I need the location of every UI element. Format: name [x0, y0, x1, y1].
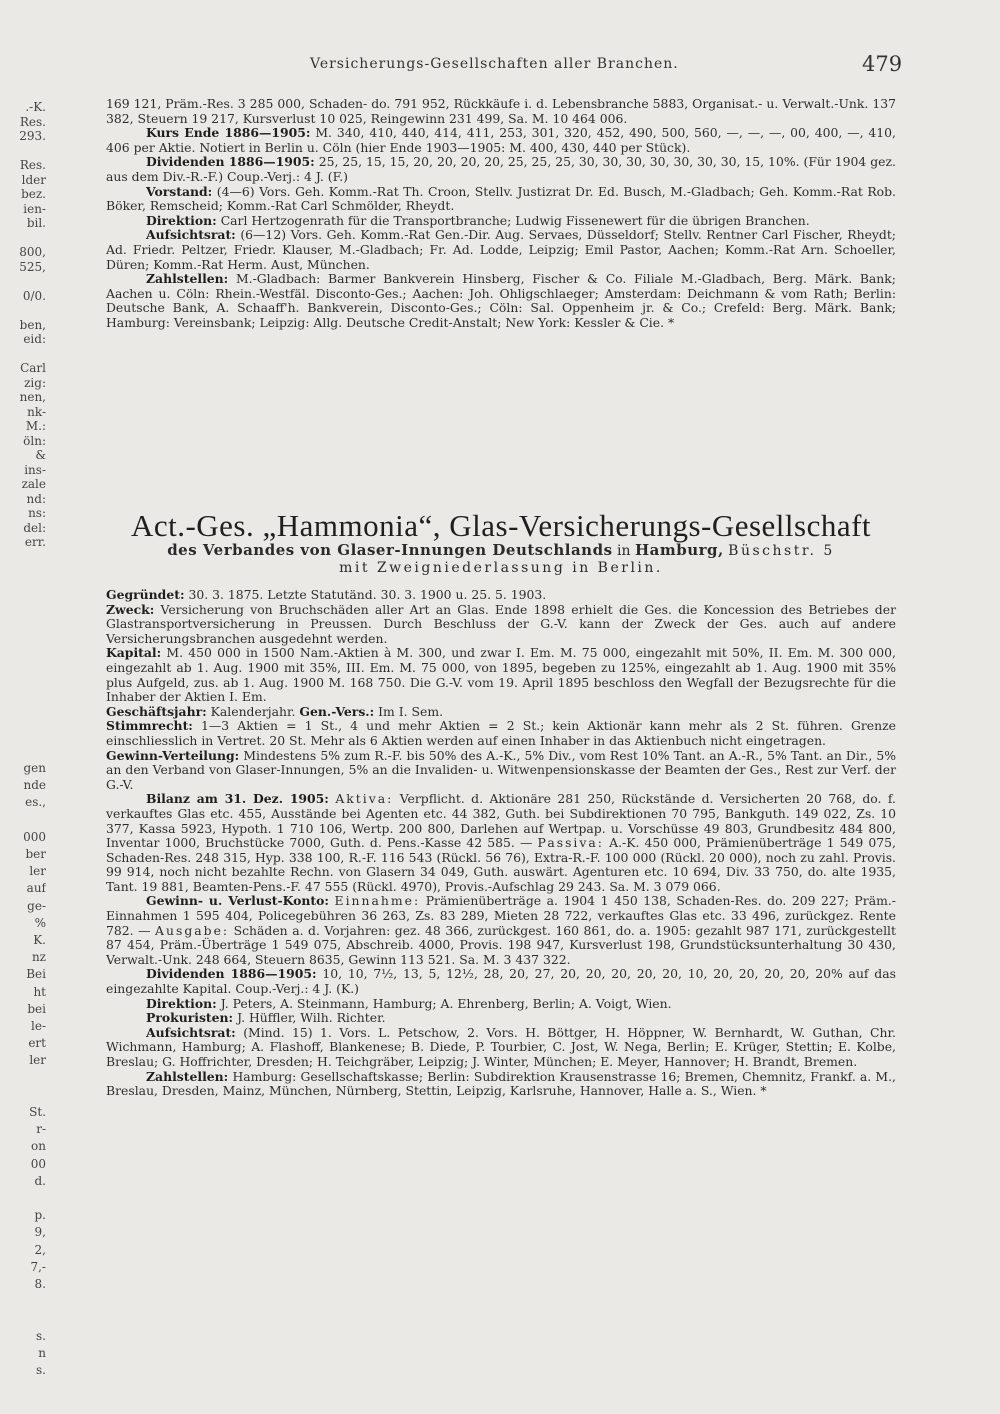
subtitle-address: Büschstr. 5	[728, 543, 835, 559]
margin-fragment: r-	[36, 1122, 46, 1137]
margin-fragment: Res.	[19, 114, 46, 129]
subtitle-association: des Verbandes von Glaser-Innungen Deutschlands	[167, 541, 613, 559]
margin-fragment: on	[31, 1139, 46, 1154]
margin-fragment: bei	[27, 1001, 46, 1016]
subtitle-branch: mit Zweigniederlassung in Berlin.	[339, 560, 663, 576]
margin-fragment: es.,	[25, 795, 46, 810]
margin-fragment: 000	[23, 829, 46, 844]
margin-fragment: öln:	[23, 433, 46, 448]
margin-fragment: 2,	[34, 1242, 46, 1257]
margin-fragment	[0, 1293, 46, 1310]
margin-fragment: nen,	[19, 390, 46, 404]
margin-fragment: ben,	[19, 317, 46, 332]
margin-fragment	[0, 274, 46, 289]
margin-fragment: p.	[34, 1208, 46, 1223]
margin-fragment: 293.	[19, 129, 46, 143]
margin-fragment: ber	[25, 847, 46, 862]
margin-fragment: nk-	[27, 404, 46, 419]
margin-fragment: n	[38, 1345, 46, 1360]
prev-vorstand: Vorstand: (4—6) Vors. Geh. Komm.-Rat Th. Croon, Stellv. Justizrat Dr. Ed. Busch, M.-Gladbach; Geh. Komm.-Rat Rob. Böker, Remscheid; Komm.-Rat Carl Schmölder, Rheydt.	[106, 183, 896, 214]
margin-fragment: ert	[28, 1036, 46, 1051]
prev-direktion: Direktion: Carl Hertzogenrath für die Transportbranche; Ludwig Fissenewert für die übrigen Branchen.	[146, 212, 810, 228]
page-number: 479	[862, 52, 903, 76]
margin-fragment: %	[34, 915, 46, 930]
margin-fragment	[0, 303, 46, 318]
left-margin-fragments-top	[0, 100, 46, 550]
margin-fragment: ns:	[28, 506, 46, 520]
company-title: Act.-Ges. „Hammonia“, Glas-Versicherungs-Gesellschaft	[130, 508, 872, 543]
margin-fragment: ht	[33, 984, 46, 999]
entry-direktion: Direktion: J. Peters, A. Steinmann, Hamburg; A. Ehrenberg, Berlin; A. Voigt, Wien.	[146, 995, 672, 1011]
margin-fragment: del:	[23, 520, 46, 535]
margin-fragment: M.:	[25, 419, 46, 433]
margin-fragment: .-K.	[25, 100, 46, 114]
margin-fragment: s.	[36, 1363, 46, 1378]
margin-fragment	[0, 812, 46, 829]
entry-guv: Gewinn- u. Verlust-Konto: Einnahme: Prämienüberträge a. 1904 1 450 138, Schaden-Res. do. 209 227; Präm.-Einnahmen 1 595 404, Policegebühren 36 263, Zs. 83 289, Mieten 28 722, verkauftes Glas etc. 33 496, zurückgez. Rente 782. — Ausgabe: Schäden a. d. Vorjahren: gez. 48 366, zurückgest. 160 861, do. a. 1905: gezahlt 987 171, zurückgestellt 87 454, Präm.-Überträge 1 549 075, Abschreib. 4000, Provis. 198 947, Kursverlust 198, Grundstücksunterhaltung 30 430, Verwalt.-Unk. 248 664, Steuern 8635, Gewinn 113 521. Sa. M. 3 437 322.	[106, 893, 896, 967]
margin-fragment: auf	[26, 881, 46, 896]
entry-gegruendet: Gegründet: 30. 3. 1875. Letzte Statutänd. 30. 3. 1900 u. 25. 5. 1903.	[106, 587, 547, 602]
margin-fragment: 8.	[34, 1277, 46, 1292]
margin-fragment: Bei	[26, 967, 46, 982]
margin-fragment: 9,	[34, 1225, 46, 1240]
entry-bilanz: Bilanz am 31. Dez. 1905: Aktiva: Verpflicht. d. Aktionäre 281 250, Rückstände d. Versicherten 20 768, do. f. verkauftes Glas etc. 455, Ausstände bei Agenten etc. 44 382, Guth. bei Subdirektionen 70 795, Bankguth. 149 022, Zs. 10 377, Kassa 5923, Hypoth. 1 710 106, Wertp. 200 800, Darlehen auf Wertpap. u. Vorschüsse 49 803, Grundbesitz 484 800, Inventar 1000, Bruchstücke 7000, Guth. d. Pens.-Kasse 42 585. — Passiva: A.-K. 450 000, Prämienüberträge 1 549 075, Schaden-Res. 248 315, Hyp. 338 100, R.-F. 116 543 (Rückl. 56 76), Extra-R.-F. 100 000 (Rückl. 20 000), noch zu zahl. Provis. 99 914, noch nicht bezahlte Rechn. von Glasern 34 049, Guth. auswärt. Agenturen etc. 10 694, Div. 33 750, do. alte 1935, Tant. 19 881, Beamten-Pens.-F. 47 555 (Rückl. 4970), Provis.-Aufschlag 29 243. Sa. M. 3 079 066.	[106, 791, 896, 894]
entry-aufsichtsrat: Aufsichtsrat: (Mind. 15) 1. Vors. L. Petschow, 2. Vors. H. Böttger, H. Höppner, W. Bernhardt, W. Guthan, Chr. Wichmann, Hamburg; A. Flashoff, Blankenese; B. Diede, P. Tourbier, C. Jost, W. Nega, Berlin; E. Krüger, Stettin; E. Kolbe, Breslau; G. Hoffrichter, Dresden; H. Teichgräber, Leipzig; J. Winter, München; E. Meyer, Hannover; H. Brandt, Bremen.	[106, 1024, 896, 1069]
entry-gewinnverteilung: Gewinn-Verteilung: Mindestens 5% zum R.-F. bis 50% des A.-K., 5% Div., vom Rest 10% Tant. an A.-R., 5% Tant. an Dir., 5% an den Verband von Glaser-Innungen, 5% an die Invaliden- u. Witwenpensionskasse der Beamten der Ges., Rest zur Verf. der G.-V.	[106, 747, 896, 792]
prev-kurs: Kurs Ende 1886—1905: M. 340, 410, 440, 414, 411, 253, 301, 320, 452, 490, 500, 560, —, —, —, 00, 400, —, 410, 406 per Aktie. Notiert in Berlin u. Cöln (hier Ende 1903—1905: M. 400, 430, 440 per Stück).	[106, 125, 896, 155]
margin-fragment: Carl	[20, 361, 46, 375]
running-title: Versicherungs-Gesellschaften aller Branchen.	[310, 56, 679, 72]
company-subtitle: des Verbandes von Glaser-Innungen Deutschlands in Hamburg, Büschstr. 5 mit Zweigniederlassung in Berlin.	[167, 541, 835, 576]
left-margin-fragments-bottom	[0, 760, 46, 1379]
margin-fragment: &	[35, 448, 46, 462]
margin-fragment: ien-	[23, 201, 46, 216]
margin-fragment	[0, 144, 46, 159]
margin-fragment: d.	[34, 1173, 46, 1188]
margin-fragment: err.	[24, 535, 46, 549]
prev-financials: 169 121, Präm.-Res. 3 285 000, Schaden- do. 791 952, Rückkäufe i. d. Lebensbranche 5883, Organisat.- u. Verwalt.-Unk. 137 382, Steuern 19 217, Kursverlust 10 025, Reingewinn 231 499, Sa. M. 10 464 006.	[106, 96, 896, 126]
margin-fragment	[0, 1190, 46, 1207]
subtitle-city: Hamburg,	[634, 541, 724, 559]
margin-fragment: Res.	[19, 158, 46, 172]
margin-fragment: s.	[36, 1328, 46, 1343]
company-entry	[106, 588, 896, 1099]
margin-fragment	[0, 1070, 46, 1087]
margin-fragment: nd:	[26, 491, 46, 506]
entry-stimmrecht: Stimmrecht: 1—3 Aktien = 1 St., 4 und mehr Aktien = 2 St.; kein Aktionär kann mehr als 2 St. führen. Grenze einschliesslich in Vertret. 20 St. Mehr als 6 Aktien werden auf einen Inhaber in das Aktienbuch nicht eingetragen.	[106, 718, 896, 748]
margin-fragment: 525,	[19, 259, 46, 274]
margin-fragment: 0/0.	[22, 288, 46, 303]
margin-fragment: bez.	[21, 187, 46, 201]
entry-kapital: Kapital: M. 450 000 in 1500 Nam.-Aktien à M. 300, und zwar I. Em. M. 75 000, eingezahlt mit 50%, II. Em. M. 300 000, eingezahlt ab 1. Aug. 1900 mit 35%, III. Em. M. 75 000, von 1895, begeben zu 125%, eingezahlt ab 1. Aug. 1900 mit 35% plus Aufgeld, zus. ab 1. Aug. 1900 M. 168 750. Die G.-V. vom 19. April 1895 beschloss den Wegfall der Bezugsrechte für die Inhaber der Aktien I. Em.	[106, 645, 896, 705]
prev-zahlstellen: Zahlstellen: M.-Gladbach: Barmer Bankverein Hinsberg, Fischer & Co. Filiale M.-Gladbach, Berg. Märk. Bank; Aachen u. Cöln: Rhein.-Westfäl. Disconto-Ges.; Aachen: Joh. Ohligschlaeger; Amsterdam: Deichmann & vom Rath; Berlin: Deutsche Bank, A. Schaaff'h. Bankverein, Disconto-Ges.; Cöln: Sal. Oppenheim jr. & Co.; Crefeld: Berg. Märk. Bank; Hamburg: Vereinsbank; Leipzig: Allg. Deutsche Credit-Anstalt; New York: Kessler & Cie. *	[106, 271, 896, 330]
margin-fragment: 00	[30, 1156, 46, 1171]
margin-fragment	[0, 1087, 46, 1104]
entry-geschaeftsjahr: Geschäftsjahr: Kalenderjahr. Gen.-Vers.: Im I. Sem.	[106, 703, 444, 719]
margin-fragment: ler	[29, 864, 46, 879]
entry-zweck: Zweck: Versicherung von Bruchschäden aller Art an Glas. Ende 1898 erhielt die Ges. die Koncession des Betriebes der Glastransportversicherung in Preussen. Durch Beschluss der G.-V. kann der Zweck der Ges. auch auf andere Versicherungsbranchen ausgedehnt werden.	[106, 601, 896, 646]
entry-prokuristen: Prokuristen: J. Hüffler, Wilh. Richter.	[146, 1010, 386, 1026]
margin-fragment: nde	[23, 778, 46, 793]
margin-fragment: ler	[29, 1053, 46, 1068]
margin-fragment	[0, 231, 46, 246]
margin-fragment: lder	[21, 172, 46, 187]
margin-fragment: zig:	[24, 375, 46, 390]
margin-fragment: 800,	[19, 245, 46, 259]
entry-zahlstellen: Zahlstellen: Hamburg: Gesellschaftskasse; Berlin: Subdirektion Krausenstrasse 16; Bremen, Chemnitz, Frankf. a. M., Breslau, Dresden, Mainz, München, Nürnberg, Stettin, Leipzig, Karlsruhe, Hannover, Halle a. S., Wien. *	[106, 1068, 896, 1099]
margin-fragment: le-	[31, 1019, 46, 1034]
margin-fragment: St.	[29, 1105, 46, 1120]
margin-fragment: nz	[31, 950, 46, 965]
margin-fragment: bil.	[26, 216, 46, 230]
margin-fragment	[0, 347, 46, 362]
margin-fragment: ins-	[24, 462, 46, 477]
prev-dividenden: Dividenden 1886—1905: 25, 25, 15, 15, 20, 20, 20, 20, 25, 25, 25, 30, 30, 30, 30, 30, 30, 30, 15, 10%. (Für 1904 gez. aus dem Div.-R.-F.) Coup.-Verj.: 4 J. (F.)	[106, 154, 896, 184]
prev-aufsichtsrat: Aufsichtsrat: (6—12) Vors. Geh. Komm.-Rat Gen.-Dir. Aug. Servaes, Düsseldorf; Stellv. Rentner Carl Fischer, Rheydt; Ad. Friedr. Peltzer, Friedr. Klauser, M.-Gladbach; Fr. Ad. Lodde, Leipzig; Emil Pastor, Aachen; Komm.-Rat Arn. Schoeller, Düren; Komm.-Rat Herm. Aust, München.	[106, 227, 896, 272]
margin-fragment: ge-	[27, 898, 46, 913]
margin-fragment: zale	[21, 477, 46, 491]
margin-fragment: K.	[33, 933, 46, 948]
margin-fragment: 7,-	[30, 1259, 46, 1274]
margin-fragment: gen	[23, 761, 46, 775]
margin-fragment: eid:	[23, 332, 46, 346]
previous-entry	[106, 97, 896, 331]
entry-dividenden: Dividenden 1886—1905: 10, 10, 7½, 13, 5, 12½, 28, 20, 27, 20, 20, 20, 20, 20, 10, 20, 20, 20, 20, 20% auf das eingezahlte Kapital. Coup.-Verj.: 4 J. (K.)	[106, 966, 896, 997]
margin-fragment	[0, 1311, 46, 1328]
